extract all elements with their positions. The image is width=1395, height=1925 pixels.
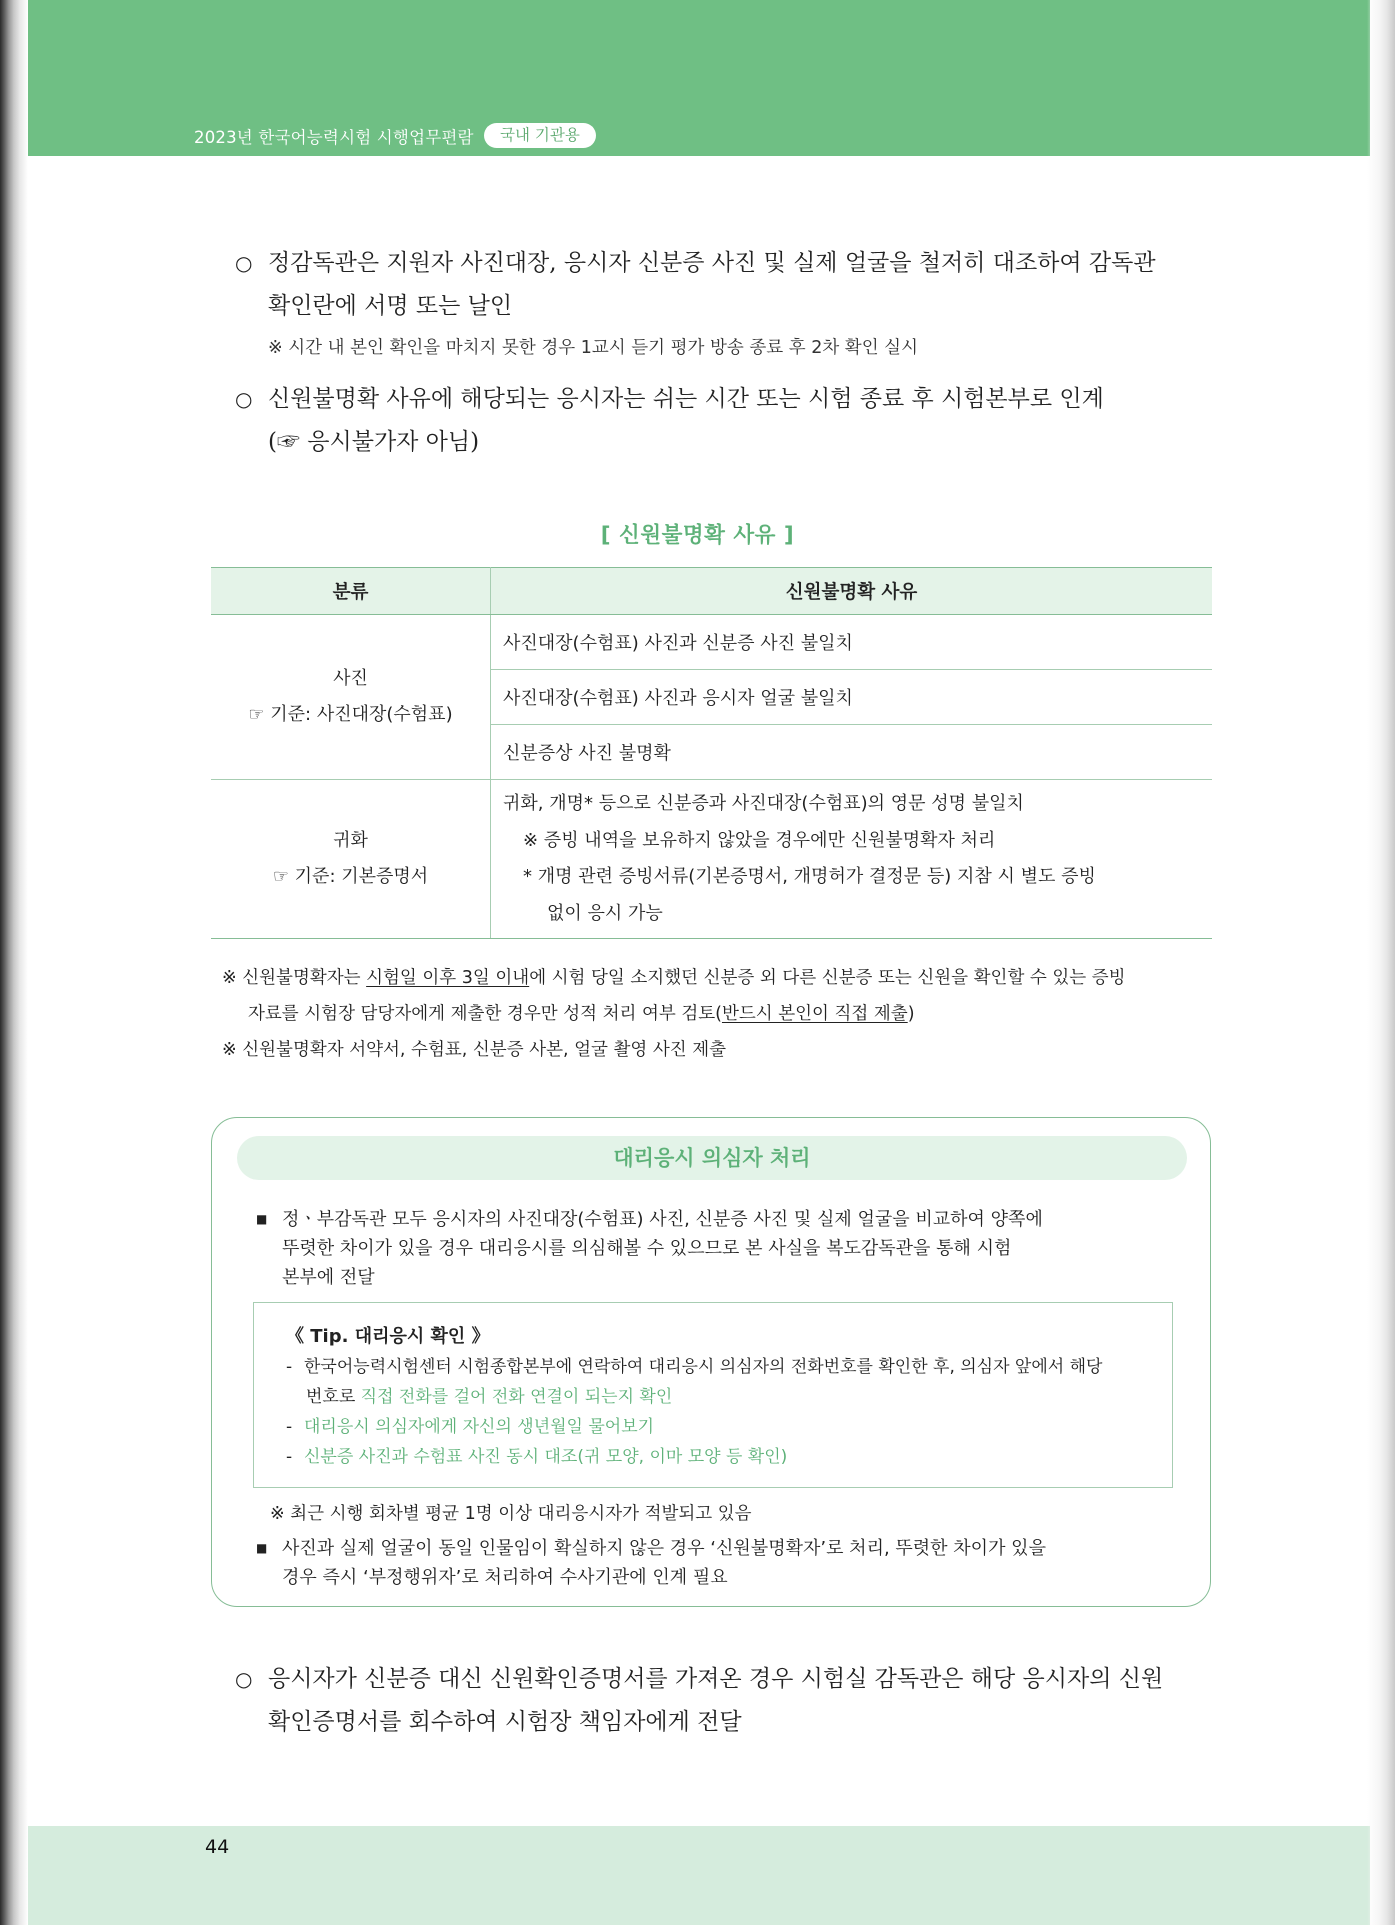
reason-footnote: * 개명 관련 증빙서류(기본증명서, 개명허가 결정문 등) 지참 시 별도 증빙	[523, 866, 1096, 887]
reason-cell: 신분증상 사진 불명확	[491, 725, 1213, 780]
tip-text: 한국어능력시험센터 시험종합본부에 연락하여 대리응시 의심자의 전화번호를 확인한 후, 의심자 앞에서 해당	[304, 1357, 1103, 1377]
tip-text-highlight: 직접 전화를 걸어 전화 연결이 되는지 확인	[360, 1387, 673, 1407]
dash: -	[286, 1447, 293, 1467]
tip-text: 번호로	[306, 1387, 361, 1407]
tip-item	[286, 1352, 1156, 1412]
note-line	[222, 960, 1222, 996]
bullet-line: 본부에 전달	[282, 1267, 375, 1288]
header-reason: 신원불명확 사유	[491, 568, 1213, 615]
unverified-reasons-table	[211, 567, 1212, 939]
table-row	[211, 780, 1212, 939]
page-number: 44	[205, 1836, 230, 1858]
note-line	[222, 996, 1222, 1032]
tip-text-cont	[286, 1382, 1156, 1412]
tip-content	[286, 1322, 1156, 1472]
square-bullet: ■	[256, 1541, 268, 1555]
paragraph-photo-check	[236, 242, 1220, 328]
paragraph-id-certificate	[236, 1658, 1220, 1744]
paragraph-unverified-transfer	[236, 378, 1220, 464]
proxy-note: ※ 최근 시행 회차별 평균 1명 이상 대리응시자가 적발되고 있음	[270, 1504, 752, 1524]
header-badge: 국내 기관용	[484, 123, 596, 148]
proxy-bullet-2	[256, 1534, 1190, 1592]
bullet-line: 사진과 실제 얼굴이 동일 인물임이 확실하지 않은 경우 ‘신원불명확자’로 처리, 뚜렷한 차이가 있을	[282, 1538, 1046, 1559]
category-criterion: ☞ 기준: 기본증명서	[272, 866, 429, 887]
table-title: [ 신원불명확 사유 ]	[600, 523, 795, 548]
reason-cell: 사진대장(수험표) 사진과 신분증 사진 불일치	[491, 615, 1213, 670]
paragraph-line: 신원불명확 사유에 해당되는 응시자는 쉬는 시간 또는 시험 종료 후 시험본부로 인계	[268, 386, 1104, 412]
paragraph-note: ※ 시간 내 본인 확인을 마치지 못한 경우 1교시 듣기 평가 방송 종료 후 2차 확인 실시	[268, 338, 918, 358]
table-row	[211, 615, 1212, 670]
note-text: )	[907, 1004, 915, 1024]
table-header-row	[211, 568, 1212, 615]
circle-bullet: ○	[235, 387, 253, 411]
note-line: ※ 신원불명확자 서약서, 수험표, 신분증 사본, 얼굴 촬영 사진 제출	[222, 1040, 727, 1060]
dash: -	[286, 1357, 293, 1377]
paragraph-line: 확인란에 서명 또는 날인	[268, 293, 513, 319]
bullet-line: 뚜렷한 차이가 있을 경우 대리응시를 의심해볼 수 있으므로 본 사실을 복도감독관을 통해 시험	[282, 1238, 1012, 1259]
tip-text-highlight: 신분증 사진과 수험표 사진 동시 대조(귀 모양, 이마 모양 등 확인)	[304, 1447, 788, 1467]
circle-bullet: ○	[235, 1667, 253, 1691]
category-photo	[211, 615, 491, 780]
paragraph-line: 확인증명서를 회수하여 시험장 책임자에게 전달	[268, 1709, 742, 1735]
page-right-edge	[1367, 0, 1395, 1925]
proxy-bullet-1	[256, 1205, 1190, 1292]
note-text: 자료를 시험장 담당자에게 제출한 경우만 성적 처리 여부 검토(	[248, 1004, 722, 1024]
dash: -	[286, 1417, 293, 1437]
tip-text-highlight: 대리응시 의심자에게 자신의 생년월일 물어보기	[304, 1417, 655, 1437]
note-text: 에 시험 당일 소지했던 신분증 외 다른 신분증 또는 신원을 확인할 수 있는 증빙	[529, 968, 1126, 988]
category-naturalization	[211, 780, 491, 939]
paragraph-line: 응시자가 신분증 대신 신원확인증명서를 가져온 경우 시험실 감독관은 해당 응시자의 신원	[268, 1666, 1164, 1692]
book-spine-edge	[0, 0, 28, 1925]
note-underline: 반드시 본인이 직접 제출	[721, 1004, 908, 1024]
square-bullet: ■	[256, 1212, 268, 1226]
category-label: 사진	[333, 668, 368, 689]
bullet-line: 경우 즉시 ‘부정행위자’로 처리하여 수사기관에 인계 필요	[282, 1567, 728, 1588]
paragraph-line: 정감독관은 지원자 사진대장, 응시자 신분증 사진 및 실제 얼굴을 철저히 대조하여 감독관	[268, 250, 1156, 276]
reason-cell	[491, 780, 1213, 939]
category-label: 귀화	[333, 830, 368, 851]
note-underline: 시험일 이후 3일 이내	[366, 968, 530, 988]
note-text: ※ 신원불명확자는	[222, 968, 367, 988]
circle-bullet: ○	[235, 251, 253, 275]
reason-footnote-cont: 없이 응시 가능	[547, 902, 663, 924]
header-category: 분류	[211, 568, 491, 615]
tip-item	[286, 1442, 1156, 1472]
footer-band	[28, 1826, 1370, 1925]
reason-line: 귀화, 개명* 등으로 신분증과 사진대장(수험표)의 영문 성명 불일치	[503, 793, 1024, 814]
header-title: 2023년 한국어능력시험 시행업무편람	[194, 128, 474, 147]
reason-note: ※ 증빙 내역을 보유하지 않았을 경우에만 신원불명확자 처리	[523, 829, 996, 851]
category-criterion: ☞ 기준: 사진대장(수험표)	[248, 704, 453, 725]
bullet-line: 정ㆍ부감독관 모두 응시자의 사진대장(수험표) 사진, 신분증 사진 및 실제 얼굴을 비교하여 양쪽에	[282, 1209, 1043, 1230]
paragraph-line: (☞ 응시불가자 아님)	[268, 429, 480, 455]
tip-item	[286, 1412, 1156, 1442]
table-notes	[222, 960, 1222, 1068]
proxy-box-title: 대리응시 의심자 처리	[237, 1136, 1187, 1180]
reason-cell: 사진대장(수험표) 사진과 응시자 얼굴 불일치	[491, 670, 1213, 725]
tip-title: 《 Tip. 대리응시 확인 》	[286, 1326, 490, 1347]
